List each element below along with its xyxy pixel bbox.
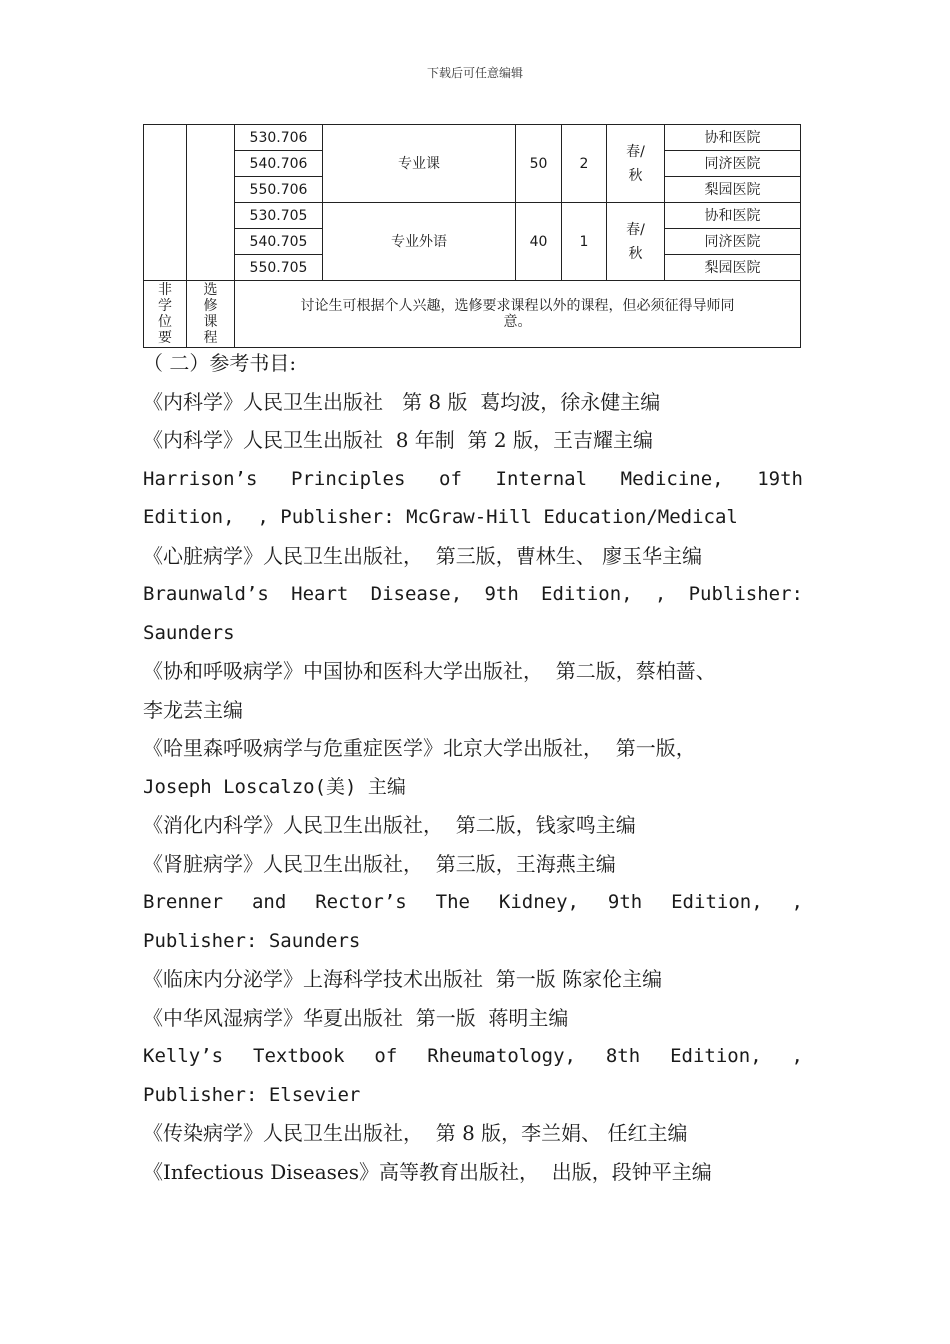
term-label: 春/ [626,143,645,160]
non-degree-label [144,281,187,348]
hospital-name: 协和医院 [665,125,801,151]
reference-line: 《传染病学》人民卫生出版社， 第 8 版，李兰娟、 任红主编 [143,1121,688,1145]
reference-line: Harrison’s Principles of Internal Medicine, 19th [143,467,803,490]
reference-line: Kelly’s Textbook of Rheumatology, 8th Edition, , [143,1045,803,1067]
hospital-name: 同济医院 [665,229,801,255]
elective-note [235,281,801,348]
reference-line: Publisher: Saunders [143,929,361,952]
course-term [607,125,665,203]
reference-line: 《心脏病学》人民卫生出版社， 第三版，曹林生、 廖玉华主编 [143,543,703,568]
reference-line: 《中华风湿病学》华夏出版社 第一版 蒋明主编 [143,1005,569,1030]
vertical-char: 非 [158,282,172,298]
reference-line: Edition, , Publisher: McGraw-Hill Education/Medical [143,506,738,528]
hospital-name: 同济医院 [665,151,801,177]
table-row [144,281,801,348]
table-row [144,125,801,151]
course-name: 专业课 [323,125,516,203]
reference-list [143,344,803,1191]
elective-label [187,281,235,348]
course-table [143,124,801,348]
course-code: 550.706 [235,177,323,203]
hospital-name: 梨园医院 [665,177,801,203]
reference-line: Saunders [143,621,235,644]
term-label: 春/ [626,221,645,238]
reference-line: Braunwald’s Heart Disease, 9th Edition, , Publisher: [143,583,803,605]
course-code: 530.705 [235,203,323,229]
vertical-char: 要 [158,330,172,346]
course-code: 550.705 [235,255,323,281]
reference-line: 李龙芸主编 [143,697,243,722]
reference-line: Joseph Loscalzo(美) 主编 [143,775,406,798]
empty-cell [144,125,187,281]
term-label: 秋 [628,245,643,262]
table-row [144,203,801,229]
reference-line: 《临床内分泌学》上海科学技术出版社 第一版 陈家伦主编 [143,967,663,991]
page-header: 下载后可任意编辑 [426,66,523,80]
reference-line: Publisher: Elsevier [143,1083,361,1106]
term-label: 秋 [628,167,643,184]
course-code: 540.706 [235,151,323,177]
course-credits: 2 [562,125,607,203]
vertical-char: 程 [203,330,218,346]
reference-line: 《Infectious Diseases》高等教育出版社， 出版，段钟平主编 [143,1159,712,1184]
empty-cell [187,125,235,281]
vertical-char: 位 [158,314,172,330]
section-heading: （ 二）参考书目: [143,351,297,375]
course-code: 540.705 [235,229,323,255]
reference-line: 《哈里森呼吸病学与危重症医学》北京大学出版社， 第一版， [143,736,696,760]
reference-line: 《消化内科学》人民卫生出版社， 第二版，钱家鸣主编 [143,813,636,837]
course-credits: 1 [562,203,607,281]
vertical-char: 学 [158,298,172,314]
course-code: 530.706 [235,125,323,151]
hospital-name: 梨园医院 [665,255,801,281]
reference-line: Brenner and Rector’s The Kidney, 9th Edition, , [143,891,803,913]
note-line: 意。 [503,314,532,330]
vertical-char: 修 [203,298,218,314]
vertical-char: 选 [203,282,218,298]
course-hours: 50 [516,125,562,203]
course-name: 专业外语 [323,203,516,281]
note-line: 讨论生可根据个人兴趣，选修要求课程以外的课程，但必须征得导师同 [300,298,735,314]
vertical-char: 课 [203,314,218,330]
hospital-name: 协和医院 [665,203,801,229]
reference-line: 《内科学》人民卫生出版社 8 年制 第 2 版，王吉耀主编 [143,428,653,452]
course-term [607,203,665,281]
course-hours: 40 [516,203,562,281]
reference-line: 《协和呼吸病学》中国协和医科大学出版社， 第二版，蔡柏蔷、 [143,659,716,683]
reference-line: 《内科学》人民卫生出版社 第 8 版 葛均波，徐永健主编 [143,389,661,414]
reference-line: 《肾脏病学》人民卫生出版社， 第三版，王海燕主编 [143,851,616,876]
